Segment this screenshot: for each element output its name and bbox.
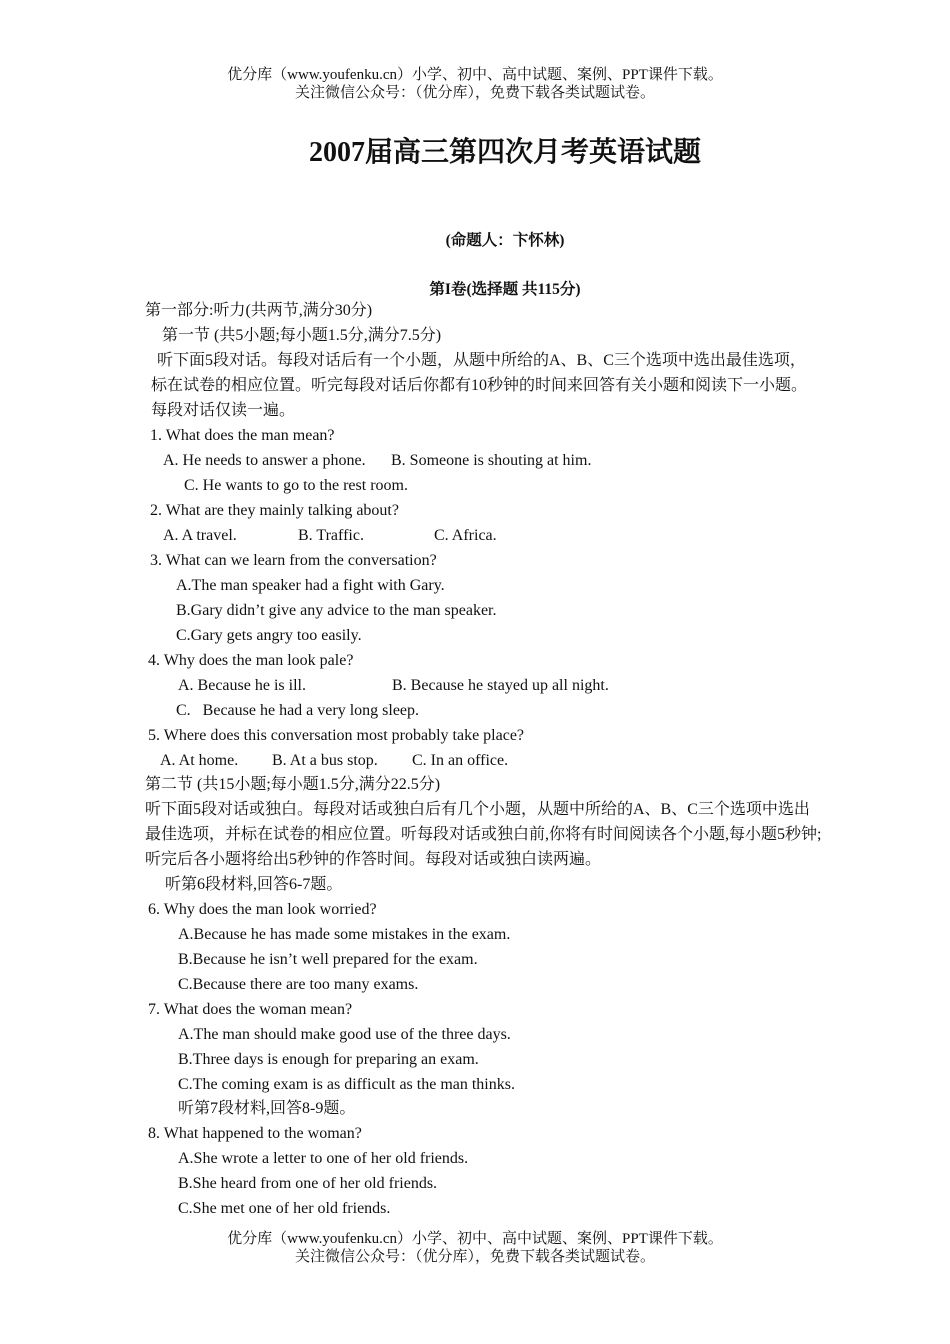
option-a: A. He needs to answer a phone. xyxy=(163,452,366,469)
option-c: C.She met one of her old friends. xyxy=(178,1200,391,1217)
instruction-line: 听下面5段对话或独白。每段对话或独白后有几个小题，从题中所给的A、B、C三个选项中选出 xyxy=(145,801,810,818)
question-8: 8. What happened to the woman? xyxy=(148,1125,362,1142)
option-c: C.The coming exam is as difficult as the man thinks. xyxy=(178,1076,515,1093)
material-note: 听第6段材料,回答6-7题。 xyxy=(165,876,343,893)
instruction-line: 最佳选项，并标在试卷的相应位置。听每段对话或独白前,你将有时间阅读各个小题,每小题5秒钟; xyxy=(145,826,822,843)
instruction-line: 每段对话仅读一遍。 xyxy=(151,402,296,419)
option-b: B.Because he isn’t well prepared for the exam. xyxy=(178,951,478,968)
option-b: B. Because he stayed up all night. xyxy=(392,677,609,694)
option-c: C. In an office. xyxy=(412,752,509,769)
option-b: B.Three days is enough for preparing an exam. xyxy=(178,1051,479,1068)
option-row xyxy=(163,451,592,471)
section1-heading: 第一节 (共5小题;每小题1.5分,满分7.5分) xyxy=(162,327,442,344)
question-4: 4. Why does the man look pale? xyxy=(148,652,354,669)
instruction-line: 听完后各小题将给出5秒钟的作答时间。每段对话或独白读两遍。 xyxy=(145,851,602,868)
footer-line-1: 优分库（www.youfenku.cn）小学、初中、高中试题、案例、PPT课件下载。 xyxy=(227,1231,723,1247)
option-a: A.She wrote a letter to one of her old friends. xyxy=(178,1150,469,1167)
option-c: C.Because there are too many exams. xyxy=(178,976,419,993)
volume-heading: 第I卷(选择题 共115分) xyxy=(429,281,581,298)
question-5: 5. Where does this conversation most probably take place? xyxy=(148,727,525,744)
option-b: B. Someone is shouting at him. xyxy=(391,452,592,469)
option-a: A.Because he has made some mistakes in the exam. xyxy=(178,926,511,943)
option-a: A.The man should make good use of the three days. xyxy=(178,1026,511,1043)
material-note: 听第7段材料,回答8-9题。 xyxy=(178,1100,356,1117)
option-b: B.She heard from one of her old friends. xyxy=(178,1175,438,1192)
option-a: A. A travel. xyxy=(163,527,237,544)
page-title: 2007届高三第四次月考英语试题 xyxy=(308,137,701,168)
part1-heading: 第一部分:听力(共两节,满分30分) xyxy=(145,302,373,319)
section2-heading: 第二节 (共15小题;每小题1.5分,满分22.5分) xyxy=(145,776,441,793)
question-2: 2. What are they mainly talking about? xyxy=(150,502,399,519)
instruction-line: 标在试卷的相应位置。听完每段对话后你都有10秒钟的时间来回答有关小题和阅读下一小题。 xyxy=(151,377,808,394)
instruction-line: 听下面5段对话。每段对话后有一个小题，从题中所给的A、B、C三个选项中选出最佳选项， xyxy=(157,352,806,369)
question-1: 1. What does the man mean? xyxy=(150,427,335,444)
author-line: (命题人：卞怀林) xyxy=(445,232,565,249)
header-line-1: 优分库（www.youfenku.cn）小学、初中、高中试题、案例、PPT课件下载。 xyxy=(227,67,723,83)
option-c: C. Africa. xyxy=(434,527,497,544)
option-c: C.Gary gets angry too easily. xyxy=(176,627,362,644)
option-c: C. Because he had a very long sleep. xyxy=(176,702,420,719)
option-a: A. Because he is ill. xyxy=(178,677,306,694)
header-line-2: 关注微信公众号：（优分库），免费下载各类试题试卷。 xyxy=(294,85,655,101)
footer-line-2: 关注微信公众号：（优分库），免费下载各类试题试卷。 xyxy=(294,1249,655,1265)
option-c: C. He wants to go to the rest room. xyxy=(184,477,408,494)
option-b: B. At a bus stop. xyxy=(272,752,378,769)
option-b: B. Traffic. xyxy=(298,527,364,544)
option-b: B.Gary didn’t give any advice to the man speaker. xyxy=(176,602,497,619)
question-7: 7. What does the woman mean? xyxy=(148,1001,353,1018)
option-a: A. At home. xyxy=(160,752,239,769)
question-6: 6. Why does the man look worried? xyxy=(148,901,377,918)
option-a: A.The man speaker had a fight with Gary. xyxy=(176,577,445,594)
question-3: 3. What can we learn from the conversation? xyxy=(150,552,437,569)
